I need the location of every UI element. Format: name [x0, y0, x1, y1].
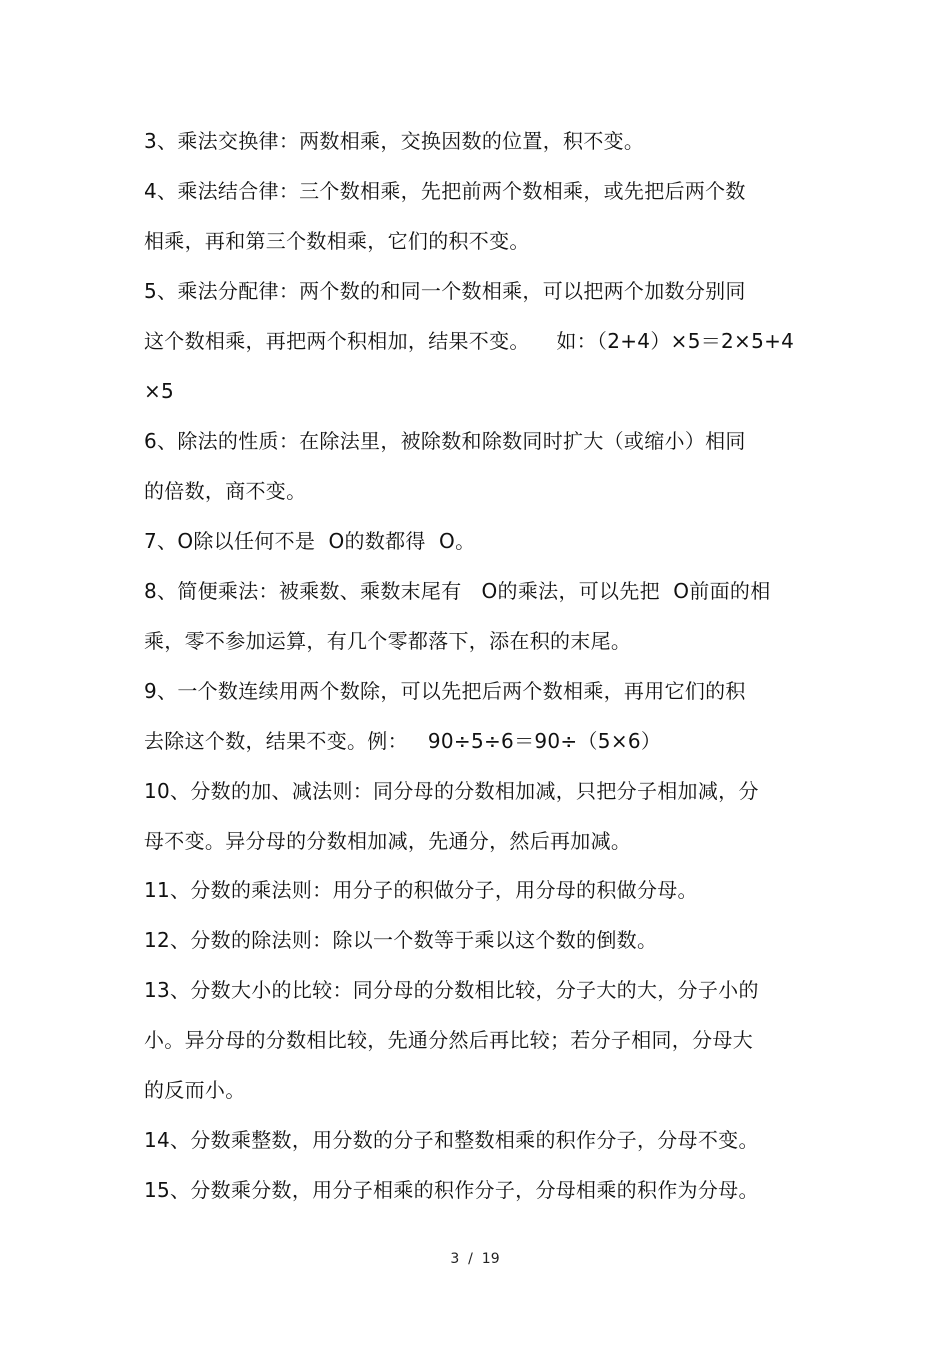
text-line: 小。异分母的分数相比较，先通分然后再比较；若分子相同，分母大: [144, 1028, 753, 1052]
text-line: 相乘，再和第三个数相乘，它们的积不变。: [144, 229, 530, 253]
text-line: 去除这个数，结果不变。例： 90÷5÷6＝90÷（5×6）: [144, 729, 662, 753]
text-line: 6、除法的性质：在除法里，被除数和除数同时扩大（或缩小）相同: [144, 429, 746, 453]
text-line: 5、乘法分配律：两个数的和同一个数相乘，可以把两个加数分别同: [144, 279, 746, 303]
text-line: 3、乘法交换律：两数相乘，交换因数的位置，积不变。: [144, 129, 645, 153]
text-line: 11、分数的乘法则：用分子的积做分子，用分母的积做分母。: [144, 878, 698, 902]
text-line: ×5: [144, 379, 175, 403]
text-line: 母不变。异分母的分数相加减，先通分，然后再加减。: [144, 829, 632, 853]
text-line: 8、简便乘法：被乘数、乘数末尾有 O的乘法，可以先把 O前面的相: [144, 579, 771, 603]
text-line: 12、分数的除法则：除以一个数等于乘以这个数的倒数。: [144, 928, 658, 952]
text-line: 7、O除以任何不是 O的数都得 O。: [144, 529, 476, 553]
text-line: 10、分数的加、减法则：同分母的分数相加减，只把分子相加减，分: [144, 779, 759, 803]
text-line: 乘，零不参加运算，有几个零都落下，添在积的末尾。: [144, 629, 632, 653]
text-line: 15、分数乘分数，用分子相乘的积作分子，分母相乘的积作为分母。: [144, 1178, 759, 1202]
page-number: 3 / 19: [450, 1251, 500, 1267]
text-line: 这个数相乘，再把两个积相加，结果不变。 如：（2+4）×5＝2×5+4: [144, 329, 795, 353]
text-line: 14、分数乘整数，用分数的分子和整数相乘的积作分子，分母不变。: [144, 1128, 759, 1152]
text-line: 4、乘法结合律：三个数相乘，先把前两个数相乘，或先把后两个数: [144, 179, 746, 203]
text-line: 13、分数大小的比较：同分母的分数相比较，分子大的大，分子小的: [144, 978, 759, 1002]
text-line: 的倍数，商不变。: [144, 479, 307, 503]
text-line: 9、一个数连续用两个数除，可以先把后两个数相乘，再用它们的积: [144, 679, 746, 703]
text-line: 的反而小。: [144, 1078, 246, 1102]
